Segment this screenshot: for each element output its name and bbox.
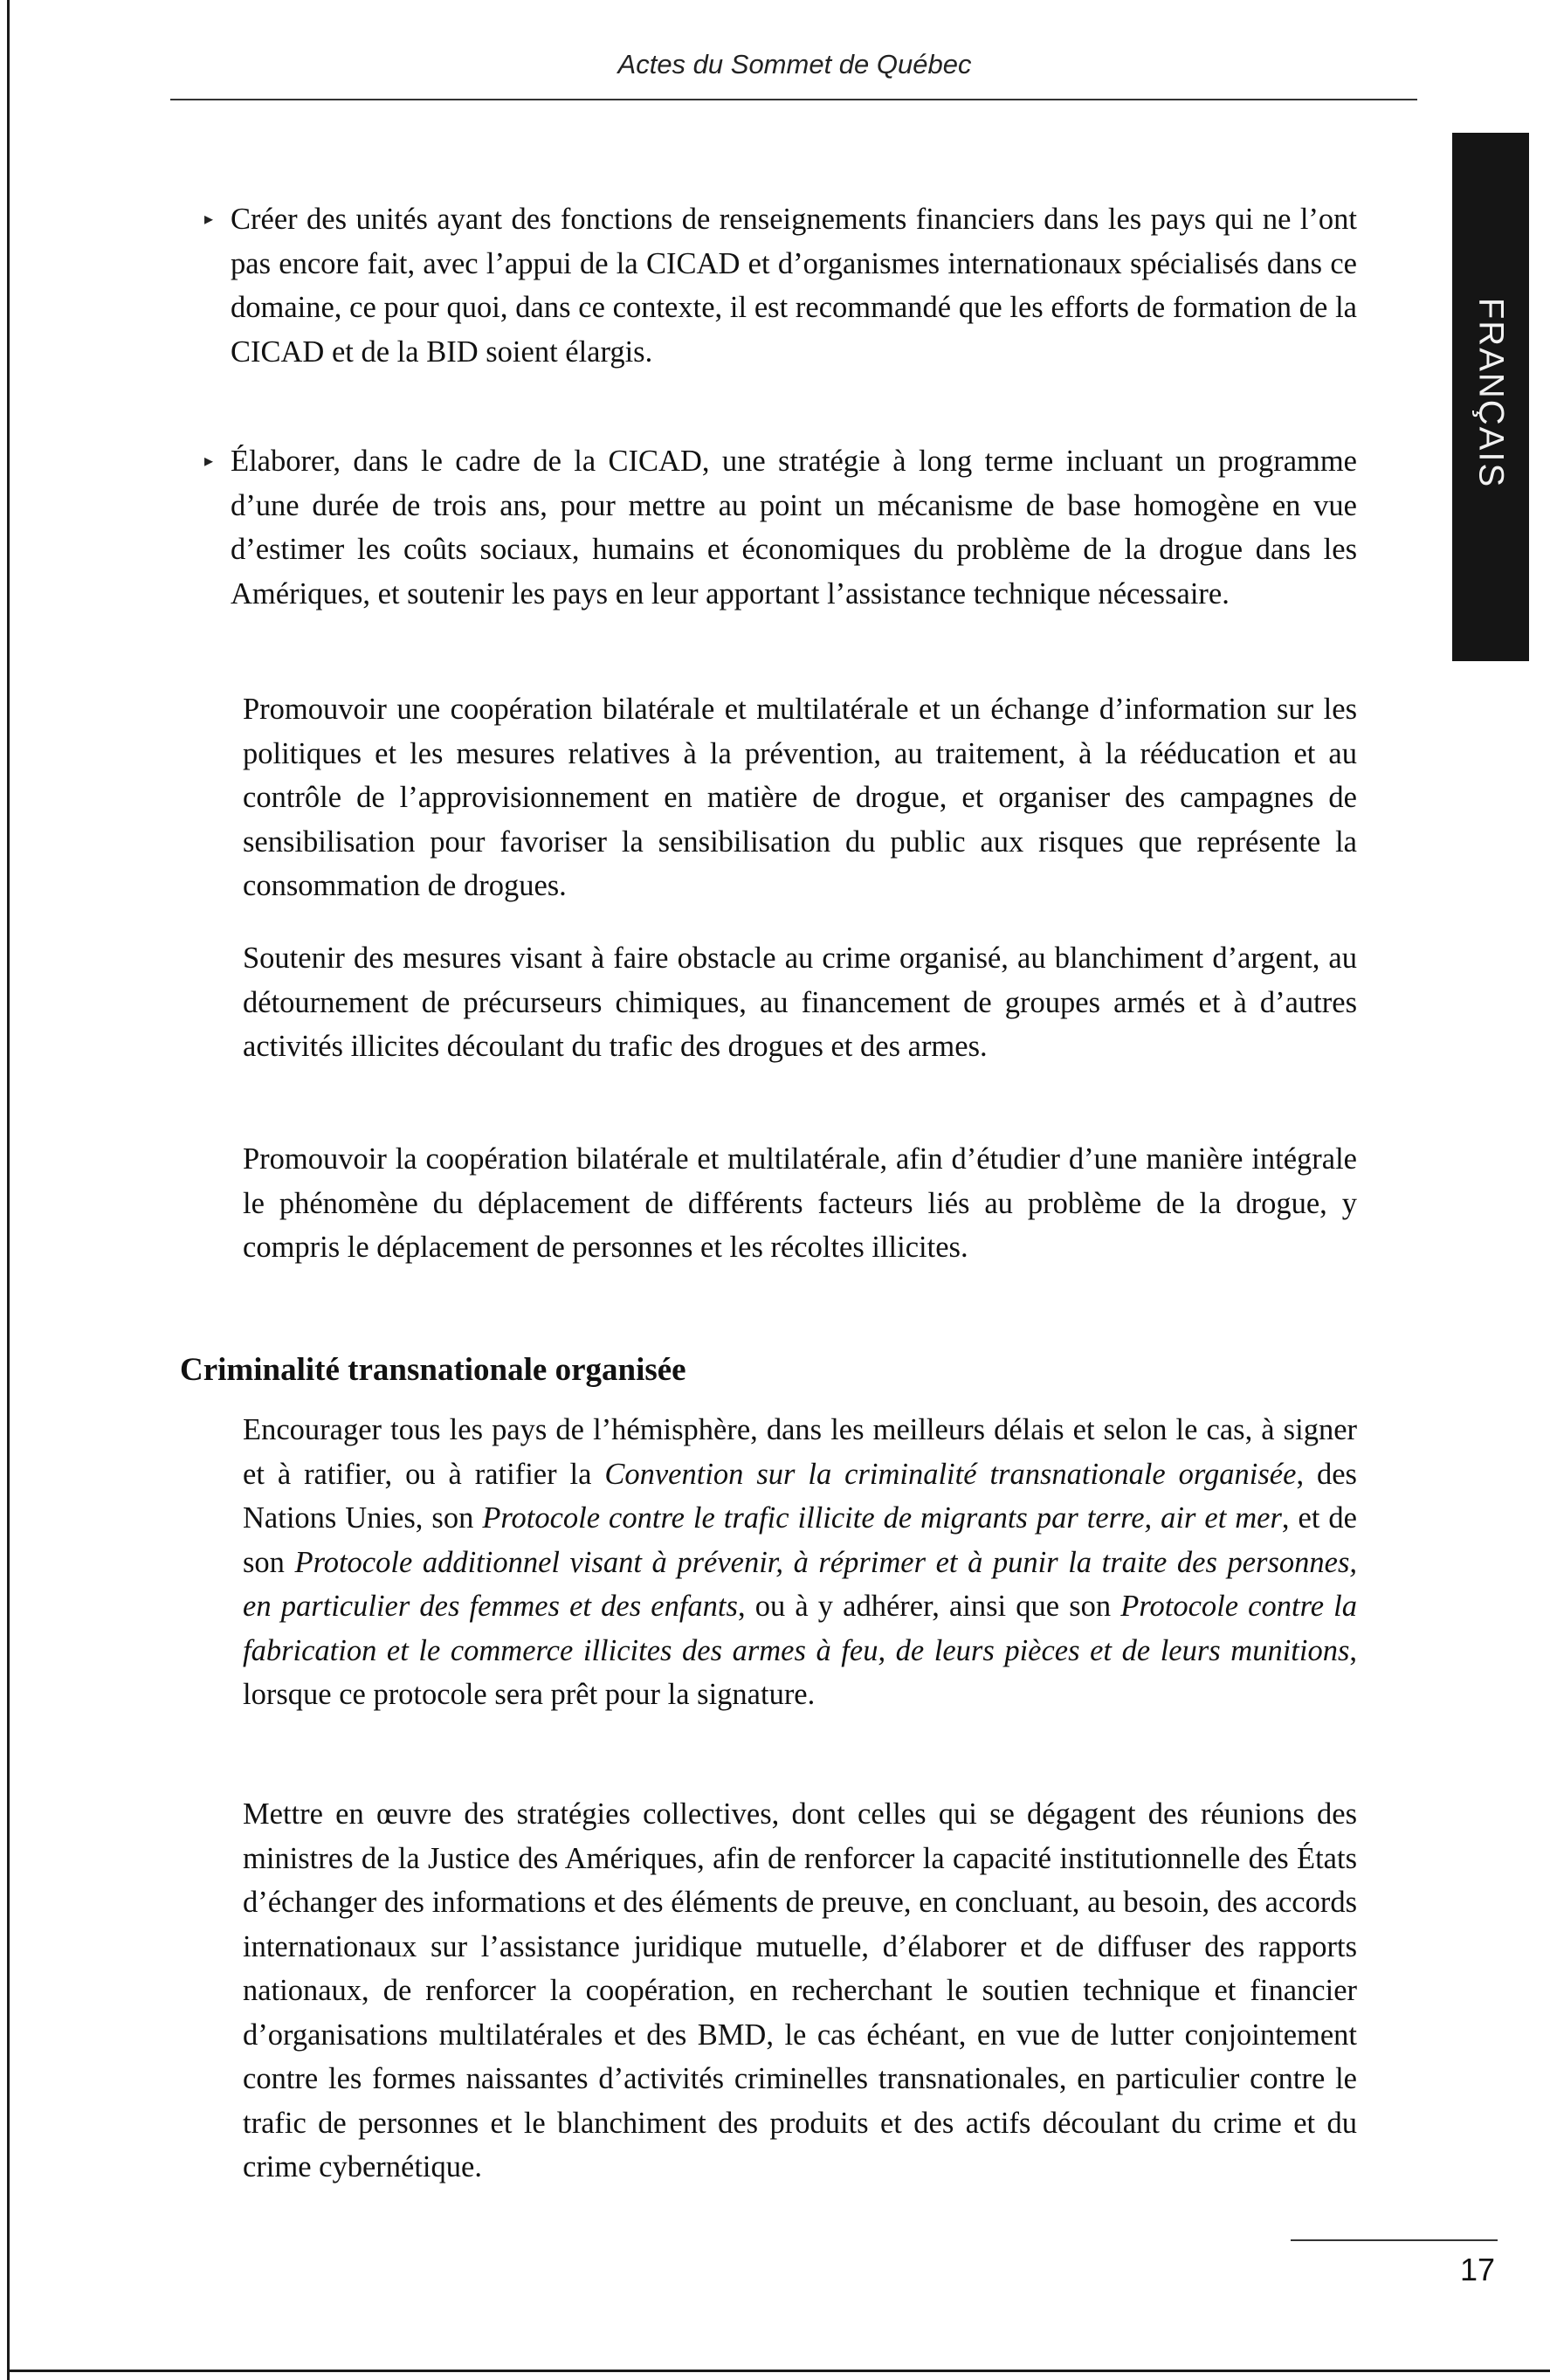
document-title: Protocole additionnel visant à prévenir, à réprimer et à punir la traite des personnes, en particulier des femmes et des enfants xyxy=(243,1545,1357,1623)
bullet-item xyxy=(204,439,1357,616)
bottom-scan-border xyxy=(7,2370,1550,2372)
left-scan-border xyxy=(7,0,10,2380)
paragraph: Mettre en œuvre des stratégies collectives, dont celles qui se dégagent des réunions des ministres de la Justice des Amériques, afin de renforcer la capacité institutionnelle des États d’échanger des informations et des éléments de preuve, en concluant, au besoin, des accords internationaux sur l’assistance juridique mutuelle, d’élaborer et de diffuser des rapports nationaux, de renforcer la coopération, en recherchant le soutien technique et financier d’organisations multilatérales et des BMD, le cas échéant, en vue de lutter conjointement contre les formes naissantes d’activités criminelles transnationales, en particulier contre le trafic de personnes et le blanchiment des produits et des actifs découlant du crime et du crime cybernétique. xyxy=(243,1797,1357,2183)
paragraph: Soutenir des mesures visant à faire obstacle au crime organisé, au blanchiment d’argent, au détournement de précurseurs chimiques, au financement de groupes armés et à d’autres activités illicites découlant du trafic des drogues et des armes. xyxy=(243,942,1357,1063)
document-title: Protocole contre la fabrication et le commerce illicites des armes à feu, de leurs pièces et de leurs munitions xyxy=(243,1590,1357,1667)
paragraph-text: , et de son xyxy=(243,1501,1357,1579)
paragraph-text: , des Nations Unies, son xyxy=(243,1457,1357,1535)
language-side-tab xyxy=(1452,133,1529,661)
language-tab-label: FRANÇAIS xyxy=(1471,297,1511,489)
paragraph-with-citations xyxy=(243,1408,1357,1717)
bullet-item xyxy=(204,197,1357,374)
footer-rule xyxy=(1291,2239,1498,2241)
paragraph-text: Encourager tous les pays de l’hémisphère, dans les meilleurs délais et selon le cas, à signer et à ratifier, ou à ratifier la xyxy=(243,1413,1357,1491)
paragraph-text: , lorsque ce protocole sera prêt pour la signature. xyxy=(243,1633,1357,1711)
paragraph-text: , ou à y adhérer, ainsi que son xyxy=(737,1590,1121,1623)
bullet-text: Élaborer, dans le cadre de la CICAD, une stratégie à long terme incluant un programme d’une durée de trois ans, pour mettre au point un mécanisme de base homogène en vue d’estimer les coûts sociaux, humains et économiques du problème de la drogue dans les Amériques, et soutenir les pays en leur apportant l’assistance technique nécessaire. xyxy=(231,445,1357,611)
document-title: Convention sur la criminalité transnationale organisée xyxy=(604,1457,1297,1491)
triangle-bullet-icon: ▸ xyxy=(204,452,214,471)
triangle-bullet-icon: ▸ xyxy=(204,210,214,229)
page-number: 17 xyxy=(1459,2252,1495,2287)
paragraph: Promouvoir la coopération bilatérale et multilatérale, afin d’étudier d’une manière intégrale le phénomène du déplacement de différents facteurs liés au problème de la drogue, y compris le déplacement de personnes et les récoltes illicites. xyxy=(243,1142,1357,1264)
bullet-text: Créer des unités ayant des fonctions de renseignements financiers dans les pays qui ne l’ont pas encore fait, avec l’appui de la CICAD et d’organismes internationaux spécialisés dans ce domaine, ce pour quoi, dans ce contexte, il est recommandé que les efforts de formation de la CICAD et de la BID soient élargis. xyxy=(231,203,1357,369)
document-title: Protocole contre le trafic illicite de migrants par terre, air et mer xyxy=(482,1501,1282,1535)
running-header: Actes du Sommet de Québec xyxy=(617,49,972,79)
header-rule xyxy=(170,99,1417,100)
paragraph: Promouvoir une coopération bilatérale et multilatérale et un échange d’information sur les politiques et les mesures relatives à la prévention, au traitement, à la rééducation et au contrôle de l’approvisionnement en matière de drogue, et organiser des campagnes de sensibilisation pour favoriser la sensibilisation du public aux risques que représente la consommation de drogues. xyxy=(243,693,1357,902)
section-heading: Criminalité transnationale organisée xyxy=(180,1352,686,1388)
